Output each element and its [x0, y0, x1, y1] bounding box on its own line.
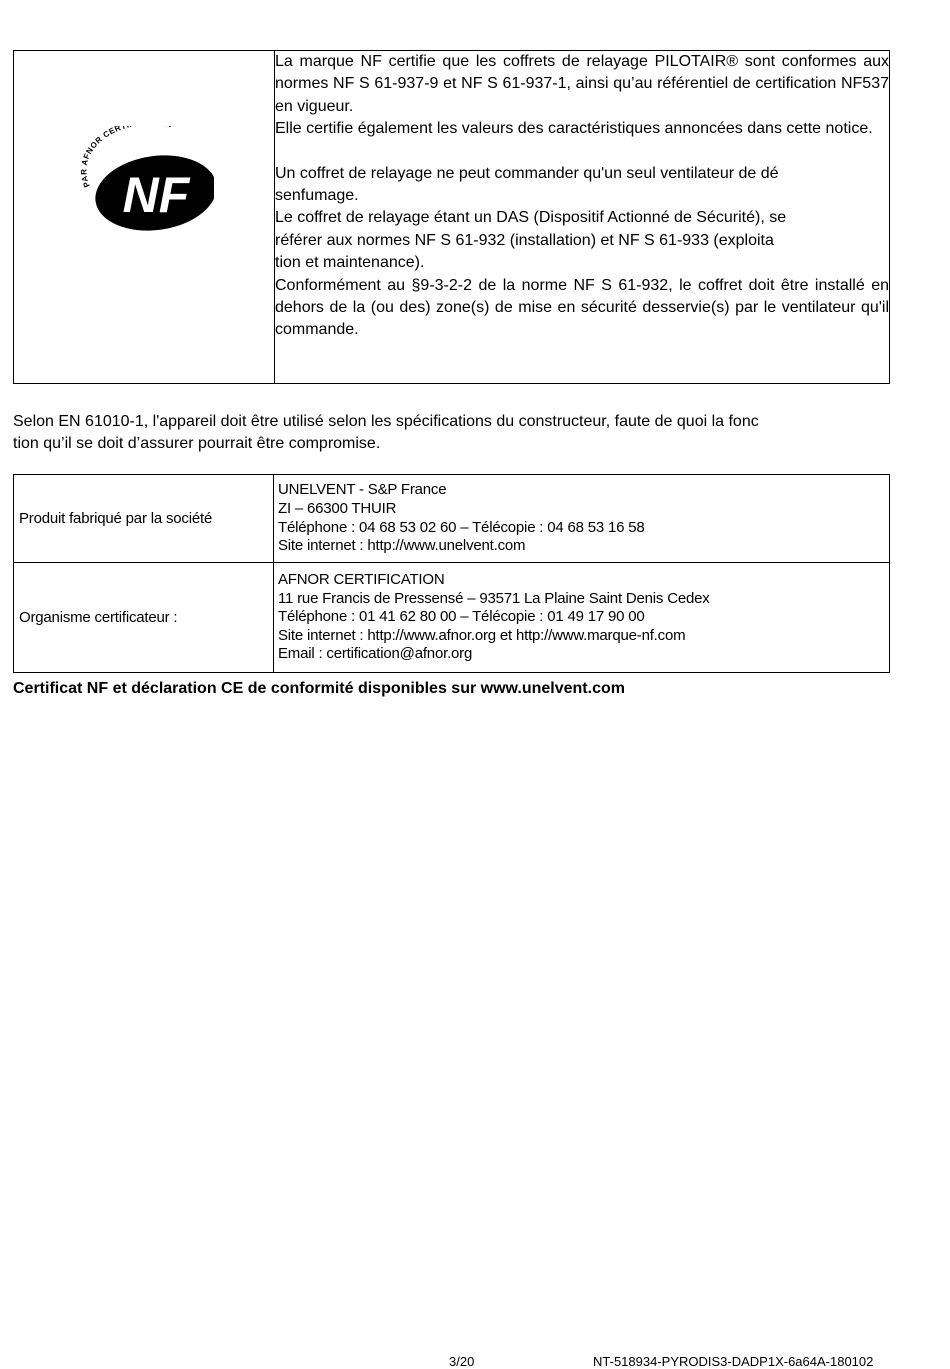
- certifier-label: Organisme certificateur :: [14, 563, 274, 673]
- nf-logo: [74, 126, 214, 236]
- logo-cell: [14, 51, 275, 384]
- manufacturer-website: Site internet : http://www.unelvent.com: [278, 537, 526, 555]
- cert-paragraph-3-line-2: senfumage.: [275, 187, 359, 205]
- manufacturer-info-table: [13, 474, 890, 673]
- manufacturer-label: Produit fabriqué par la société: [14, 475, 274, 563]
- cert-paragraph-3-line-1: Un coffret de relayage ne peut commander qu'un seul ventilateur de dé: [275, 164, 779, 182]
- certifier-website: Site internet : http://www.afnor.org et http://www.marque-nf.com: [278, 626, 686, 644]
- selon-line-1: Selon EN 61010-1, l'appareil doit être utilisé selon les spécifications du constructeur, faute de quoi la fonc: [13, 413, 759, 430]
- cert-paragraph-4-line-3: tion et maintenance).: [275, 254, 425, 272]
- cert-paragraph-4-line-1: Le coffret de relayage étant un DAS (Dispositif Actionné de Sécurité), se: [275, 209, 787, 227]
- logo-arc-text: PAR AFNOR CERT: [79, 126, 128, 189]
- document-reference: NT-518934-PYRODIS3-DADP1X-6a64A-180102: [593, 1354, 874, 1369]
- certification-text: [275, 51, 890, 384]
- table-row: [14, 563, 890, 673]
- certifier-email: Email : certification@afnor.org: [278, 645, 473, 663]
- certifier-name: AFNOR CERTIFICATION: [278, 571, 445, 589]
- logo-mark-text: NF: [122, 167, 190, 223]
- selon-line-2: tion qu’il se doit d’assurer pourrait être compromise.: [13, 435, 381, 453]
- manufacturer-address: ZI – 66300 THUIR: [278, 499, 397, 517]
- certifier-phone: Téléphone : 01 41 62 80 00 – Télécopie : 01 49 17 90 00: [278, 608, 645, 626]
- cert-paragraph-2: Elle certifie également les valeurs des caractéristiques annoncées dans cette notice.: [275, 120, 873, 138]
- table-row: [14, 475, 890, 563]
- certifier-address: 11 rue Francis de Pressensé – 93571 La Plaine Saint Denis Cedex: [278, 589, 710, 607]
- manufacturer-details: [274, 475, 890, 563]
- page-number: 3/20: [449, 1354, 475, 1369]
- cert-paragraph-4-line-2: référer aux normes NF S 61-932 (installation) et NF S 61-933 (exploita: [275, 231, 774, 249]
- selon-paragraph: [13, 411, 893, 456]
- footer-note: Certificat NF et déclaration CE de conformité disponibles sur www.unelvent.com: [13, 680, 625, 697]
- cert-paragraph-5: Conformément au §9-3-2-2 de la norme NF S 61-932, le coffret doit être installé en dehors de la (ou des) zone(s) de mise en sécurité desservie(s) par le ventilateur qu'il commande.: [275, 276, 889, 339]
- cert-paragraph-1: La marque NF certifie que les coffrets de relayage PILOTAIR® sont conformes aux normes NF S 61-937-9 et NF S 61-937-1, ainsi qu’au référentiel de certification NF537 en vigueur.: [275, 53, 889, 115]
- manufacturer-phone: Téléphone : 04 68 53 02 60 – Télécopie : 04 68 53 16 58: [278, 518, 645, 536]
- manufacturer-name: UNELVENT - S&P France: [278, 481, 447, 499]
- certification-table: [13, 50, 890, 384]
- certifier-details: [274, 563, 890, 673]
